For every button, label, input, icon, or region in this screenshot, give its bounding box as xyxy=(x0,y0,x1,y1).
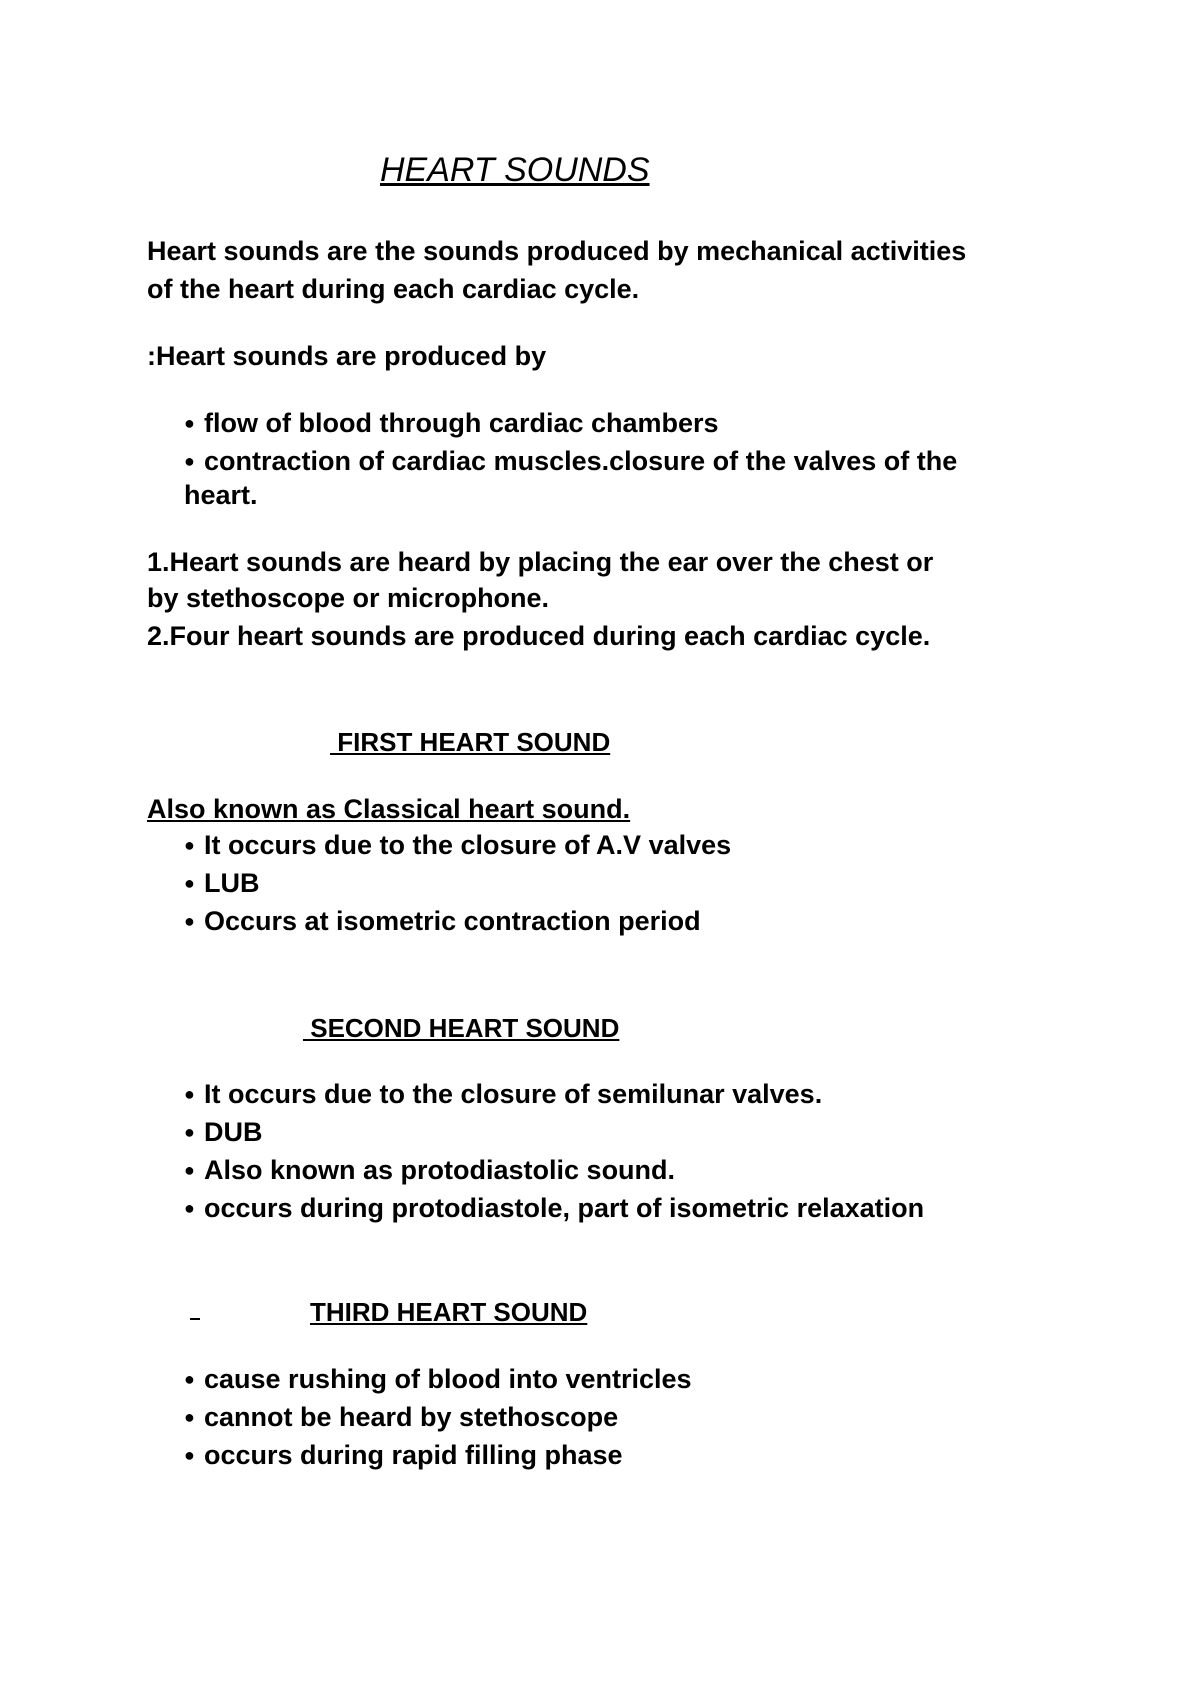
list-item: ● DUB xyxy=(184,1113,263,1153)
bullet-icon: ● xyxy=(184,1197,195,1218)
list-item: ● Also known as protodiastolic sound. xyxy=(184,1151,675,1191)
bullet-icon: ● xyxy=(184,450,195,471)
note-2: 2.Four heart sounds are produced during each cardiac cycle. xyxy=(147,621,931,651)
list-item: ● LUB xyxy=(184,864,260,904)
list-item: ● contraction of cardiac muscles.closure of the valves of the xyxy=(184,442,957,482)
produced-by-lead: :Heart sounds are produced by xyxy=(147,341,547,371)
list-item: ● Occurs at isometric contraction period xyxy=(184,902,701,942)
first-aka: Also known as Classical heart sound. xyxy=(147,794,631,824)
bullet-icon: ● xyxy=(184,1159,195,1180)
list-item: ● cause rushing of blood into ventricles xyxy=(184,1360,692,1400)
note-1-line-1: 1.Heart sounds are heard by placing the ear over the chest or xyxy=(147,547,934,577)
list-item: ● occurs during rapid filling phase xyxy=(184,1436,623,1476)
third-heart-sound-heading: THIRD HEART SOUND xyxy=(310,1297,588,1327)
intro-line-2: of the heart during each cardiac cycle. xyxy=(147,274,640,304)
bullet-icon: ● xyxy=(184,910,195,931)
bullet-icon: ● xyxy=(184,1121,195,1142)
bullet-icon: ● xyxy=(184,1083,195,1104)
bullet-icon: ● xyxy=(184,1406,195,1427)
first-heart-sound-heading: FIRST HEART SOUND xyxy=(330,727,611,757)
bullet-icon: ● xyxy=(184,834,195,855)
list-item: ● occurs during protodiastole, part of isometric relaxation xyxy=(184,1189,924,1229)
list-item: ● It occurs due to the closure of A.V valves xyxy=(184,826,731,866)
bullet-icon: ● xyxy=(184,1368,195,1389)
bullet-icon: ● xyxy=(184,872,195,893)
intro-line-1: Heart sounds are the sounds produced by mechanical activities xyxy=(147,236,967,266)
bullet-icon: ● xyxy=(184,1444,195,1465)
second-heart-sound-heading: SECOND HEART SOUND xyxy=(303,1013,620,1043)
list-item: ● cannot be heard by stethoscope xyxy=(184,1398,618,1438)
list-item: ● It occurs due to the closure of semilunar valves. xyxy=(184,1075,822,1115)
page-title: HEART SOUNDS xyxy=(380,151,650,189)
bullet-icon: ● xyxy=(184,412,195,433)
list-item: ● flow of blood through cardiac chambers xyxy=(184,404,719,444)
heading-dash xyxy=(190,1318,200,1320)
note-1-line-2: by stethoscope or microphone. xyxy=(147,583,550,613)
list-item-continuation: heart. xyxy=(184,480,258,510)
